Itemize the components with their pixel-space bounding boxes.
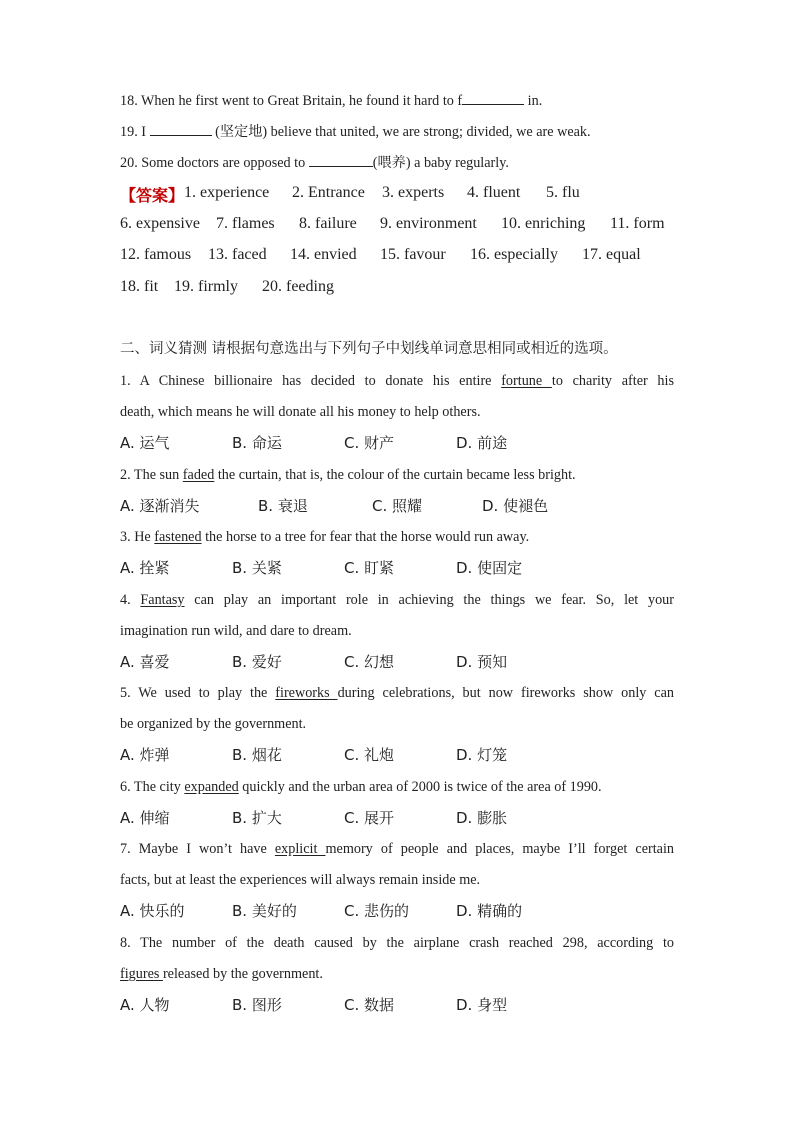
section-heading: 二、词义猜测 请根据句意选出与下列句子中划线单词意思相同或相近的选项。	[120, 341, 618, 357]
underlined-word: faded	[182, 467, 215, 483]
question-text: 8. The number of the death caused by the airplane crash reached 298, according to	[120, 935, 674, 951]
question-text: can play an important role in achieving the things we fear. So, let your	[184, 592, 674, 608]
fill-item-text: in.	[524, 93, 543, 109]
option-d[interactable]: D. 身型	[456, 996, 508, 1014]
option-a[interactable]: A. 拴紧	[120, 559, 170, 577]
answer-item: 17. equal	[582, 246, 641, 263]
question-text: facts, but at least the experiences will always remain inside me.	[120, 872, 481, 888]
option-a[interactable]: A. 运气	[120, 434, 170, 452]
answer-item: 1. experience	[184, 184, 270, 201]
question-2-line-1	[120, 465, 674, 485]
question-text: the curtain, that is, the colour of the curtain became less bright.	[214, 467, 576, 483]
question-text: imagination run wild, and dare to dream.	[120, 623, 352, 639]
question-1-line-2	[120, 402, 674, 422]
option-a[interactable]: A. 人物	[120, 996, 170, 1014]
answer-item: 5. flu	[546, 184, 580, 201]
question-text: death, which means he will donate all his money to help others.	[120, 404, 481, 420]
answer-item: 9. environment	[380, 215, 477, 232]
underlined-word: fortune	[501, 373, 552, 389]
answer-item: 15. favour	[380, 246, 446, 263]
fill-item-text: (喂养) a baby regularly.	[372, 155, 509, 171]
option-b[interactable]: B. 图形	[232, 996, 282, 1014]
question-8-line-2	[120, 964, 674, 984]
underlined-word: explicit	[274, 841, 326, 857]
answer-item: 10. enriching	[501, 215, 586, 232]
question-7-line-2	[120, 870, 674, 890]
option-c[interactable]: C. 幻想	[344, 653, 395, 671]
fill-item-20	[120, 152, 674, 173]
answer-item: 2. Entrance	[292, 184, 365, 201]
answer-item: 14. envied	[290, 246, 357, 263]
question-text: 6. The city	[120, 779, 185, 795]
question-5-line-1	[120, 683, 674, 703]
question-6-line-1	[120, 777, 674, 797]
option-d[interactable]: D. 膨胀	[456, 809, 508, 827]
option-d[interactable]: D. 预知	[456, 653, 508, 671]
option-a[interactable]: A. 炸弹	[120, 746, 170, 764]
option-b[interactable]: B. 衰退	[258, 497, 308, 515]
underlined-word: fastened	[154, 529, 202, 545]
answer-item: 16. especially	[470, 246, 558, 263]
option-c[interactable]: C. 财产	[344, 434, 395, 452]
underlined-word: Fantasy	[140, 592, 185, 608]
option-d[interactable]: D. 精确的	[456, 902, 523, 920]
question-text: 4.	[120, 592, 141, 608]
question-text: 1. A Chinese billionaire has decided to donate his entire	[120, 373, 502, 389]
option-c[interactable]: C. 礼炮	[344, 746, 395, 764]
option-d[interactable]: D. 使褪色	[482, 497, 549, 515]
option-c[interactable]: C. 照耀	[372, 497, 423, 515]
option-c[interactable]: C. 数据	[344, 996, 395, 1014]
answer-tag: 【答案】	[120, 188, 185, 205]
answer-item: 3. experts	[382, 184, 445, 201]
underlined-word: figures	[120, 966, 163, 982]
fill-item-19	[120, 121, 674, 142]
fill-item-text: 18. When he first went to Great Britain, he found it hard to f	[120, 93, 463, 109]
question-4-line-1	[120, 590, 674, 610]
question-text: released by the government.	[162, 966, 323, 982]
fill-item-text: 19. I	[120, 124, 150, 140]
option-a[interactable]: A. 伸缩	[120, 809, 170, 827]
option-b[interactable]: B. 烟花	[232, 746, 282, 764]
question-text: to charity after his	[551, 373, 674, 389]
option-c[interactable]: C. 悲伤的	[344, 902, 410, 920]
question-7-line-1	[120, 839, 674, 859]
option-a[interactable]: A. 喜爱	[120, 653, 170, 671]
question-8-line-1	[120, 933, 674, 953]
question-4-line-2	[120, 621, 674, 641]
option-c[interactable]: C. 展开	[344, 809, 395, 827]
question-text: during celebrations, but now fireworks show only can	[337, 685, 674, 701]
question-text: 2. The sun	[120, 467, 183, 483]
answer-item: 12. famous	[120, 246, 192, 263]
question-1-line-1	[120, 371, 674, 391]
fill-item-text: 20. Some doctors are opposed to	[120, 155, 309, 171]
option-d[interactable]: D. 前途	[456, 434, 508, 452]
option-a[interactable]: A. 快乐的	[120, 902, 185, 920]
answer-blank	[462, 90, 524, 105]
option-d[interactable]: D. 灯笼	[456, 746, 508, 764]
question-text: 7. Maybe I won’t have	[120, 841, 275, 857]
answer-blank	[309, 152, 373, 167]
underlined-word: fireworks	[275, 685, 338, 701]
answer-item: 20. feeding	[262, 278, 334, 295]
option-b[interactable]: B. 关紧	[232, 559, 282, 577]
answer-blank	[150, 121, 212, 136]
fill-item-18	[120, 90, 674, 111]
question-text: memory of people and places, maybe I’ll forget certain	[325, 841, 674, 857]
question-text: 5. We used to play the	[120, 685, 276, 701]
answer-item: 4. fluent	[467, 184, 521, 201]
option-d[interactable]: D. 使固定	[456, 559, 523, 577]
underlined-word: expanded	[184, 779, 239, 795]
option-c[interactable]: C. 盯紧	[344, 559, 395, 577]
answer-item: 18. fit	[120, 278, 159, 295]
option-b[interactable]: B. 命运	[232, 434, 282, 452]
answer-item: 13. faced	[208, 246, 267, 263]
question-text: 3. He	[120, 529, 155, 545]
option-b[interactable]: B. 扩大	[232, 809, 282, 827]
fill-item-text: (坚定地) believe that united, we are strong; divided, we are weak.	[211, 124, 591, 140]
answer-item: 8. failure	[299, 215, 357, 232]
option-b[interactable]: B. 爱好	[232, 653, 282, 671]
question-text: be organized by the government.	[120, 716, 307, 732]
answer-item: 6. expensive	[120, 215, 200, 232]
answer-item: 19. firmly	[174, 278, 238, 295]
question-text: the horse to a tree for fear that the horse would run away.	[201, 529, 530, 545]
option-b[interactable]: B. 美好的	[232, 902, 297, 920]
answer-item: 11. form	[610, 215, 665, 232]
option-a[interactable]: A. 逐渐消失	[120, 497, 200, 515]
answer-item: 7. flames	[216, 215, 275, 232]
question-text: quickly and the urban area of 2000 is twice of the area of 1990.	[238, 779, 602, 795]
question-5-line-2	[120, 714, 674, 734]
question-3-line-1	[120, 527, 674, 547]
